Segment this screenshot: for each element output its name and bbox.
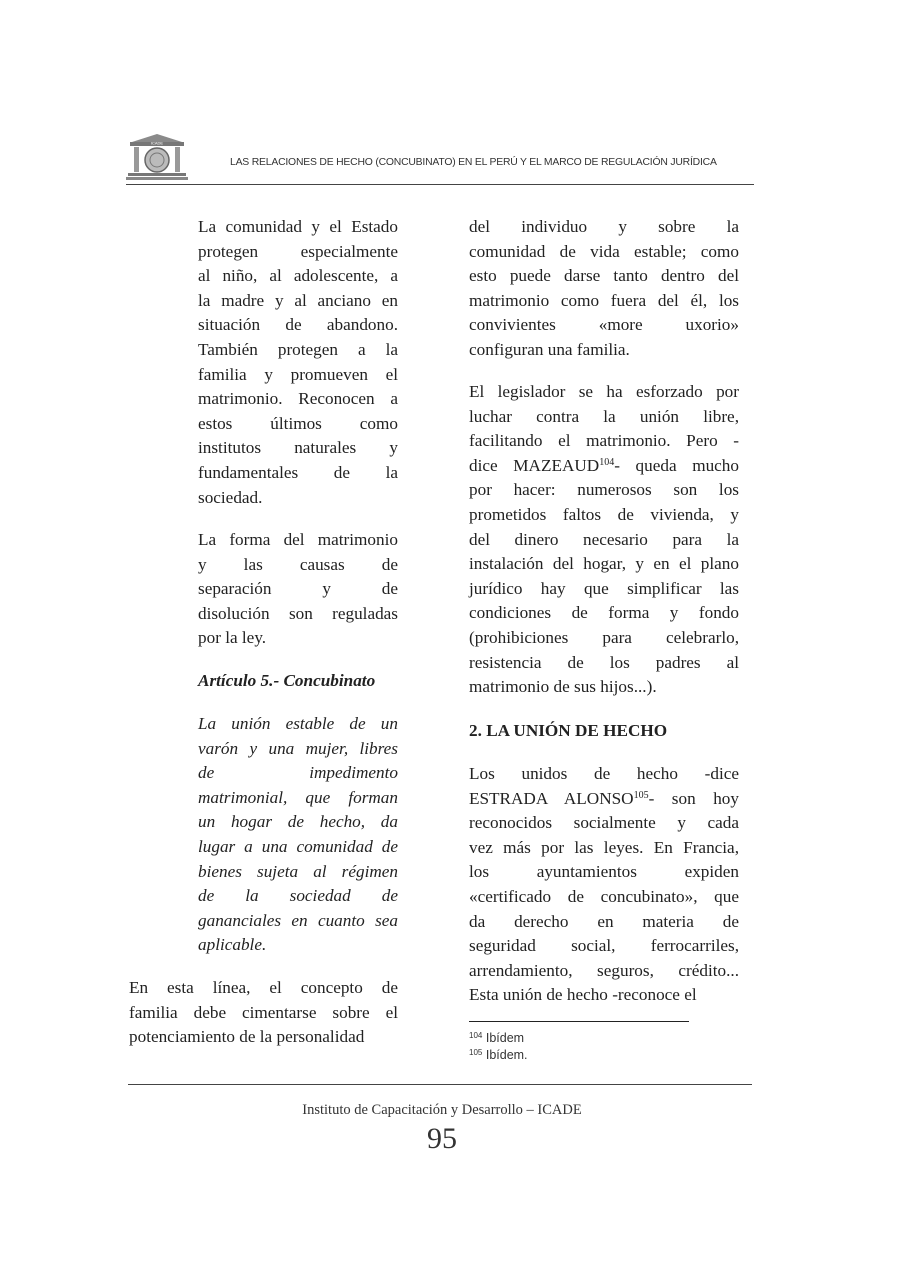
running-header: LAS RELACIONES DE HECHO (CONCUBINATO) EN EL PERÚ Y EL MARCO DE REGULACIÓN JURÍDICA (230, 157, 717, 168)
text-line: luchar contra la unión libre, (469, 406, 739, 426)
text-line: Los unidos de hecho -dice (469, 764, 739, 783)
right-paragraph-1 (469, 215, 739, 363)
article-text (198, 712, 398, 958)
text-line: instalación del hogar, y en el plano (469, 554, 739, 574)
text-line: fundamentales de la (198, 462, 398, 482)
text-line: Esta unión de hecho -reconoce el (469, 985, 697, 1005)
text-line: aplicable. (198, 935, 267, 955)
text-line: del individuo y sobre la (469, 217, 739, 236)
text-line: los ayuntamientos expiden (469, 862, 739, 882)
text-line: sociedad. (198, 487, 263, 507)
footnote-105: $^{105}$ Ibídem. (469, 1048, 528, 1062)
text-line: gananciales en cuanto sea (198, 910, 398, 930)
text-line: configuran una familia. (469, 339, 630, 359)
text-line: esto puede darse tanto dentro del (469, 266, 739, 286)
text-line: arrendamiento, seguros, crédito... (469, 960, 739, 980)
text-line: y las causas de (198, 554, 398, 574)
text-line: vez más por las leyes. En Francia, (469, 837, 739, 857)
text-line: comunidad de vida estable; como (469, 241, 739, 261)
footnote-reference[interactable]: 105 (633, 789, 649, 801)
text-line: varón y una mujer, libres (198, 738, 398, 758)
text-line: bienes sujeta al régimen (198, 861, 398, 881)
text-line: al niño, al adolescente, a (198, 266, 398, 286)
text-line: resistencia de los padres al (469, 652, 739, 672)
text-line: También protegen a la (198, 339, 398, 359)
footer-divider (128, 1084, 752, 1085)
text-line: matrimonio como fuera del él, los (469, 290, 739, 310)
text-line: «certificado de concubinato», que (469, 886, 739, 906)
text-line: da derecho en materia de (469, 911, 739, 931)
text-line: En esta línea, el concepto de (129, 978, 398, 997)
text-line: estos últimos como (198, 413, 398, 433)
icade-logo-icon (126, 132, 188, 180)
text-line: La comunidad y el Estado (198, 217, 398, 236)
text-line: protegen especialmente (198, 241, 398, 261)
text-line: institutos naturales y (198, 438, 398, 458)
text-line: situación de abandono. (198, 315, 398, 335)
text-line: por la ley. (198, 628, 267, 648)
text-line: prometidos faltos de vivienda, y (469, 504, 739, 524)
text-line: La unión estable de un (198, 714, 398, 733)
text-line: La forma del matrimonio (198, 530, 398, 549)
text-line: seguridad social, ferrocarriles, (469, 936, 739, 956)
text-line: Artículo 5.- Concubinato (198, 671, 376, 690)
right-paragraph-2 (469, 380, 739, 700)
footnote-104: $^{104}$ Ibídem (469, 1031, 525, 1045)
text-line: dice MAZEAUD$^{104}$- queda mucho (469, 455, 739, 475)
text-line: 2. LA UNIÓN DE HECHO (469, 721, 668, 740)
right-paragraph-3 (469, 762, 739, 1008)
text-line: de impedimento (198, 763, 398, 783)
article-heading (198, 669, 398, 694)
left-paragraph-2 (198, 528, 398, 651)
text-line: de la sociedad de (198, 886, 398, 906)
text-line: por hacer: numerosos son los (469, 480, 739, 500)
text-line: facilitando el matrimonio. Pero - (469, 431, 739, 451)
footnote-reference[interactable]: 104 (599, 456, 615, 468)
svg-text:ICADE: ICADE (150, 140, 164, 146)
text-line: convivientes «more uxorio» (469, 315, 739, 335)
text-line: separación y de (198, 579, 398, 599)
text-line: (prohibiciones para celebrarlo, (469, 627, 739, 647)
section-heading (469, 719, 739, 744)
text-line: familia debe cimentarse sobre el (129, 1002, 398, 1022)
text-line: reconocidos socialmente y cada (469, 813, 739, 833)
text-line: matrimonial, que forman (198, 787, 398, 807)
text-line: potenciamiento de la personalidad (129, 1027, 365, 1047)
text-line: El legislador se ha esforzado por (469, 382, 739, 401)
text-line: jurídico hay que simplificar las (469, 578, 739, 598)
text-line: matrimonio de sus hijos...). (469, 677, 657, 697)
text-line: familia y promueven el (198, 364, 398, 384)
text-line: un hogar de hecho, da (198, 812, 398, 832)
footer-institution: Instituto de Capacitación y Desarrollo – ICADE (302, 1102, 582, 1118)
header-divider (126, 184, 754, 185)
text-line: disolución son reguladas (198, 603, 398, 623)
footnote-divider (469, 1021, 689, 1022)
text-line: matrimonio. Reconocen a (198, 389, 398, 409)
text-line: del dinero necesario para la (469, 529, 739, 549)
left-paragraph-3 (129, 976, 398, 1050)
text-line: condiciones de forma y fondo (469, 603, 739, 623)
text-line: la madre y al anciano en (198, 290, 398, 310)
text-line: lugar a una comunidad de (198, 836, 398, 856)
page-number: 95 (427, 1122, 457, 1155)
left-paragraph-1 (198, 215, 398, 510)
text-line: ESTRADA ALONSO$^{105}$- son hoy (469, 788, 739, 808)
